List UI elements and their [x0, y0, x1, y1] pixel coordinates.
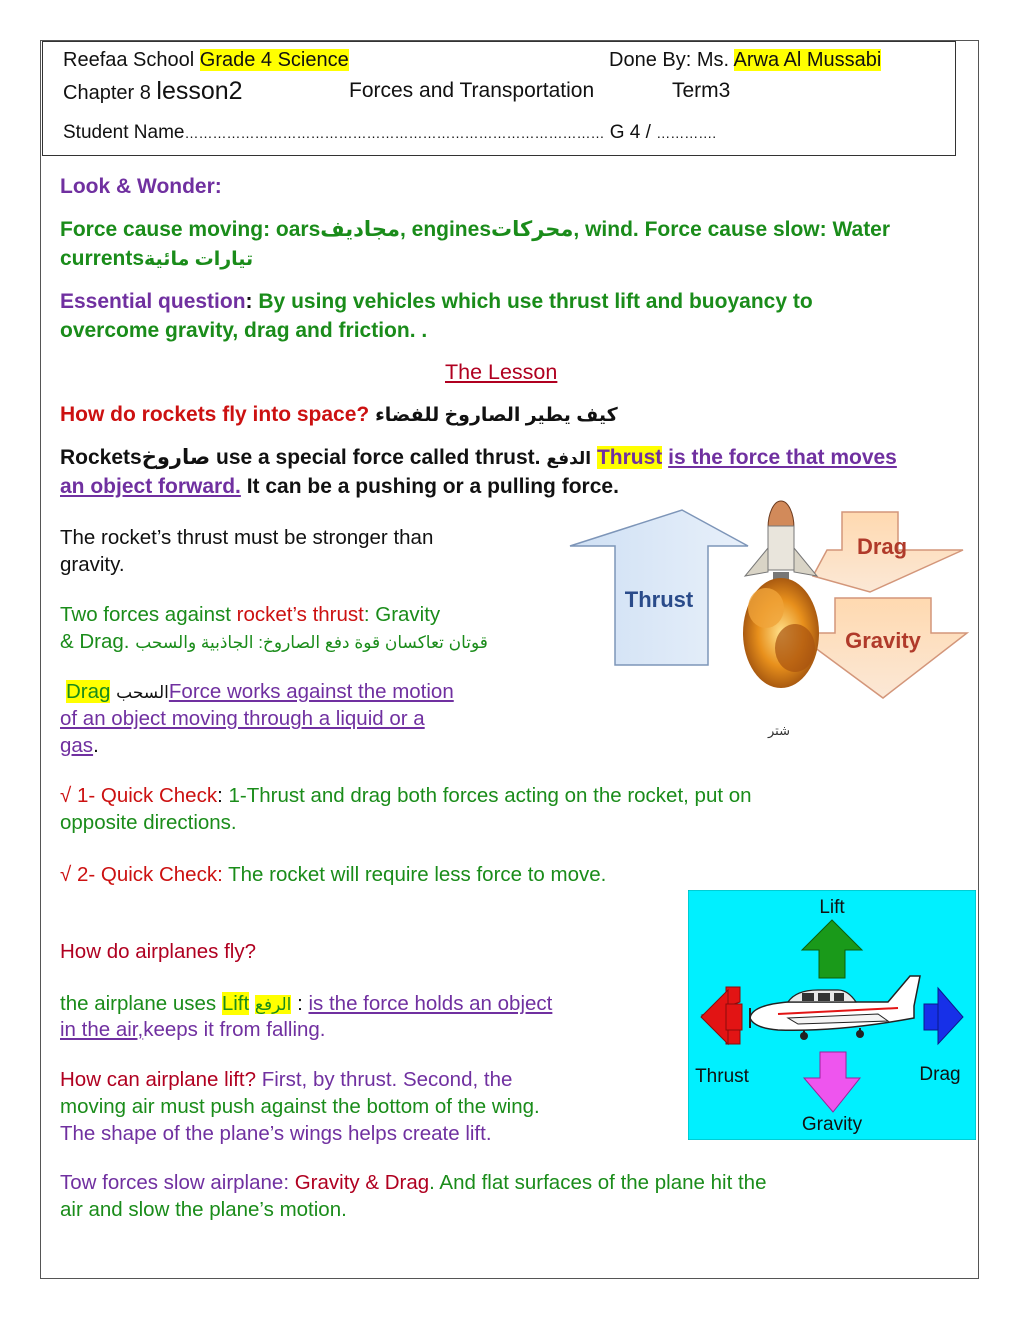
look-wonder-title: Look & Wonder:	[60, 175, 222, 198]
lesson-label: lesson2	[156, 77, 243, 105]
drag-line-1	[66, 678, 454, 707]
gravity-label: Gravity	[845, 628, 921, 653]
how-lift-line-3: The shape of the plane’s wings helps create lift.	[60, 1122, 492, 1145]
arabic-rocket: صاروخ	[141, 446, 211, 469]
quick-check-2-text: The rocket will require less force to move.	[228, 863, 607, 886]
slow-intro: Tow forces slow airplane:	[60, 1171, 290, 1194]
class-field[interactable]: ………….	[656, 125, 717, 141]
quick-check-2-label: √ 2- Quick Check:	[60, 863, 223, 886]
essential-text-1: By using vehicles which use thrust lift and buoyancy to	[258, 290, 813, 313]
lift-def-2: in the air,	[60, 1018, 144, 1041]
two-forces-arabic: قوتان تعاكسان قوة دفع الصاروخ: الجاذبية والسحب	[135, 633, 488, 652]
essential-question-line-2: overcome gravity, drag and friction. .	[60, 319, 428, 342]
slow-flat-surfaces: . And flat surfaces of the plane hit the	[429, 1171, 767, 1194]
arabic-drag: السحب	[116, 683, 169, 702]
rocket-image	[743, 501, 819, 688]
school-name: Reefaa School	[63, 49, 195, 71]
drag-text: & Drag.	[60, 630, 130, 653]
lift-rest: keeps it from falling.	[143, 1018, 326, 1041]
lesson-heading: The Lesson	[445, 360, 558, 384]
quick-check-2	[60, 861, 606, 889]
quick-check-1-colon: :	[217, 784, 223, 807]
airplane-uses-text: the airplane uses	[60, 992, 217, 1015]
quick-check-1-text: 1-Thrust and drag both forces acting on the rocket, put on	[228, 784, 752, 807]
rockets-question	[60, 401, 618, 429]
done-by-label: Done By: Ms.	[609, 49, 730, 71]
lift-def-1: is the force holds an object	[308, 992, 553, 1015]
thrust-label: Thrust	[624, 587, 694, 612]
thrust-push-pull: It can be a pushing or a pulling force.	[246, 475, 619, 498]
done-by	[609, 48, 881, 72]
drag-term: Drag	[66, 680, 111, 703]
thrust-def-1: is the force that moves	[668, 446, 897, 469]
unit-title: Forces and Transportation	[349, 79, 595, 102]
student-name-field[interactable]: ………………………………………………………………………………	[184, 125, 605, 141]
thrust-line-2	[60, 473, 619, 500]
lift-label: Lift	[819, 897, 845, 918]
slow-line-2: air and slow the plane’s motion.	[60, 1198, 347, 1221]
thrust-term: Thrust	[596, 446, 663, 469]
plane-drag-label: Drag	[919, 1064, 961, 1085]
text-wind: , wind. Force cause slow: Water	[573, 218, 891, 241]
rockets-thrust-text: rocket’s thrust	[236, 603, 364, 626]
lift-colon: :	[297, 992, 303, 1015]
text-currents: currents	[60, 247, 145, 270]
stronger-line-1: The rocket’s thrust must be stronger than	[60, 526, 434, 549]
two-forces-line-1	[60, 601, 440, 629]
header-line-2	[63, 77, 243, 107]
essential-label: Essential question	[60, 290, 246, 313]
stronger-line-2: gravity.	[60, 553, 125, 576]
how-lift-answer-1: First, by thrust. Second, the	[261, 1068, 513, 1091]
text-thrust-intro: use a special force called thrust.	[216, 446, 541, 469]
header-line-1	[63, 48, 349, 72]
rockets-question-en: How do rockets fly into space?	[60, 403, 370, 426]
plane-gravity-label: Gravity	[801, 1114, 863, 1135]
chapter-label: Chapter 8	[63, 82, 151, 104]
student-name-label: Student Name	[63, 122, 185, 143]
quick-check-1-label: √ 1- Quick Check	[60, 784, 218, 807]
drag-line-3	[60, 732, 99, 760]
look-wonder-line-1	[60, 216, 890, 243]
rockets-question-ar: كيف يطير الصاروخ للفضاء	[375, 405, 618, 426]
slow-line-1	[60, 1169, 766, 1197]
text-engines: , engines	[399, 218, 491, 241]
two-forces-text: Two forces against	[60, 603, 231, 626]
quick-check-1-line-1	[60, 782, 752, 810]
drag-period: .	[93, 734, 99, 757]
how-lift-line-2: moving air must push against the bottom of the wing.	[60, 1095, 540, 1118]
text-oars: Force cause moving: oars	[60, 218, 321, 241]
term-label: Term3	[672, 79, 731, 102]
airplane-forces-diagram	[688, 890, 976, 1140]
class-label: G 4 /	[609, 122, 651, 143]
essential-colon: :	[245, 290, 253, 313]
rocket-small-arabic: شتر	[768, 723, 790, 738]
plane-thrust-label: Thrust	[695, 1066, 749, 1087]
airplanes-question: How do airplanes fly?	[60, 940, 256, 963]
essential-question-line-1	[60, 288, 813, 315]
drag-label: Drag	[856, 534, 908, 559]
how-lift-line-1	[60, 1066, 512, 1094]
how-lift-question: How can airplane lift?	[60, 1068, 256, 1091]
arabic-lift: الرفع	[254, 995, 292, 1014]
lift-line-1	[60, 990, 552, 1019]
arabic-currents: تيارات مائية	[144, 249, 254, 270]
text-rockets: Rockets	[60, 446, 142, 469]
slow-forces: Gravity & Drag	[294, 1171, 430, 1194]
student-name-line	[63, 121, 716, 145]
drag-def-3: gas	[60, 734, 94, 757]
rocket-forces-diagram	[565, 498, 970, 743]
lift-line-2	[60, 1016, 326, 1044]
arabic-thrust: الدفع	[546, 449, 592, 468]
arabic-oars: مجاديف	[320, 218, 400, 241]
two-forces-line-2	[60, 628, 488, 657]
teacher-name: Arwa Al Mussabi	[733, 49, 882, 71]
drag-def-2: of an object moving through a liquid or a	[60, 707, 425, 730]
gravity-text: : Gravity	[363, 603, 441, 626]
look-wonder-line-2	[60, 245, 253, 273]
thrust-def-2: an object forward.	[60, 475, 241, 498]
thrust-line-1	[60, 444, 897, 472]
lift-term: Lift	[221, 992, 250, 1015]
quick-check-1-line-2: opposite directions.	[60, 811, 237, 834]
grade-label: Grade 4 Science	[199, 49, 349, 71]
arabic-engines: محركات	[491, 218, 574, 241]
drag-def-1: Force works against the motion	[168, 680, 454, 703]
